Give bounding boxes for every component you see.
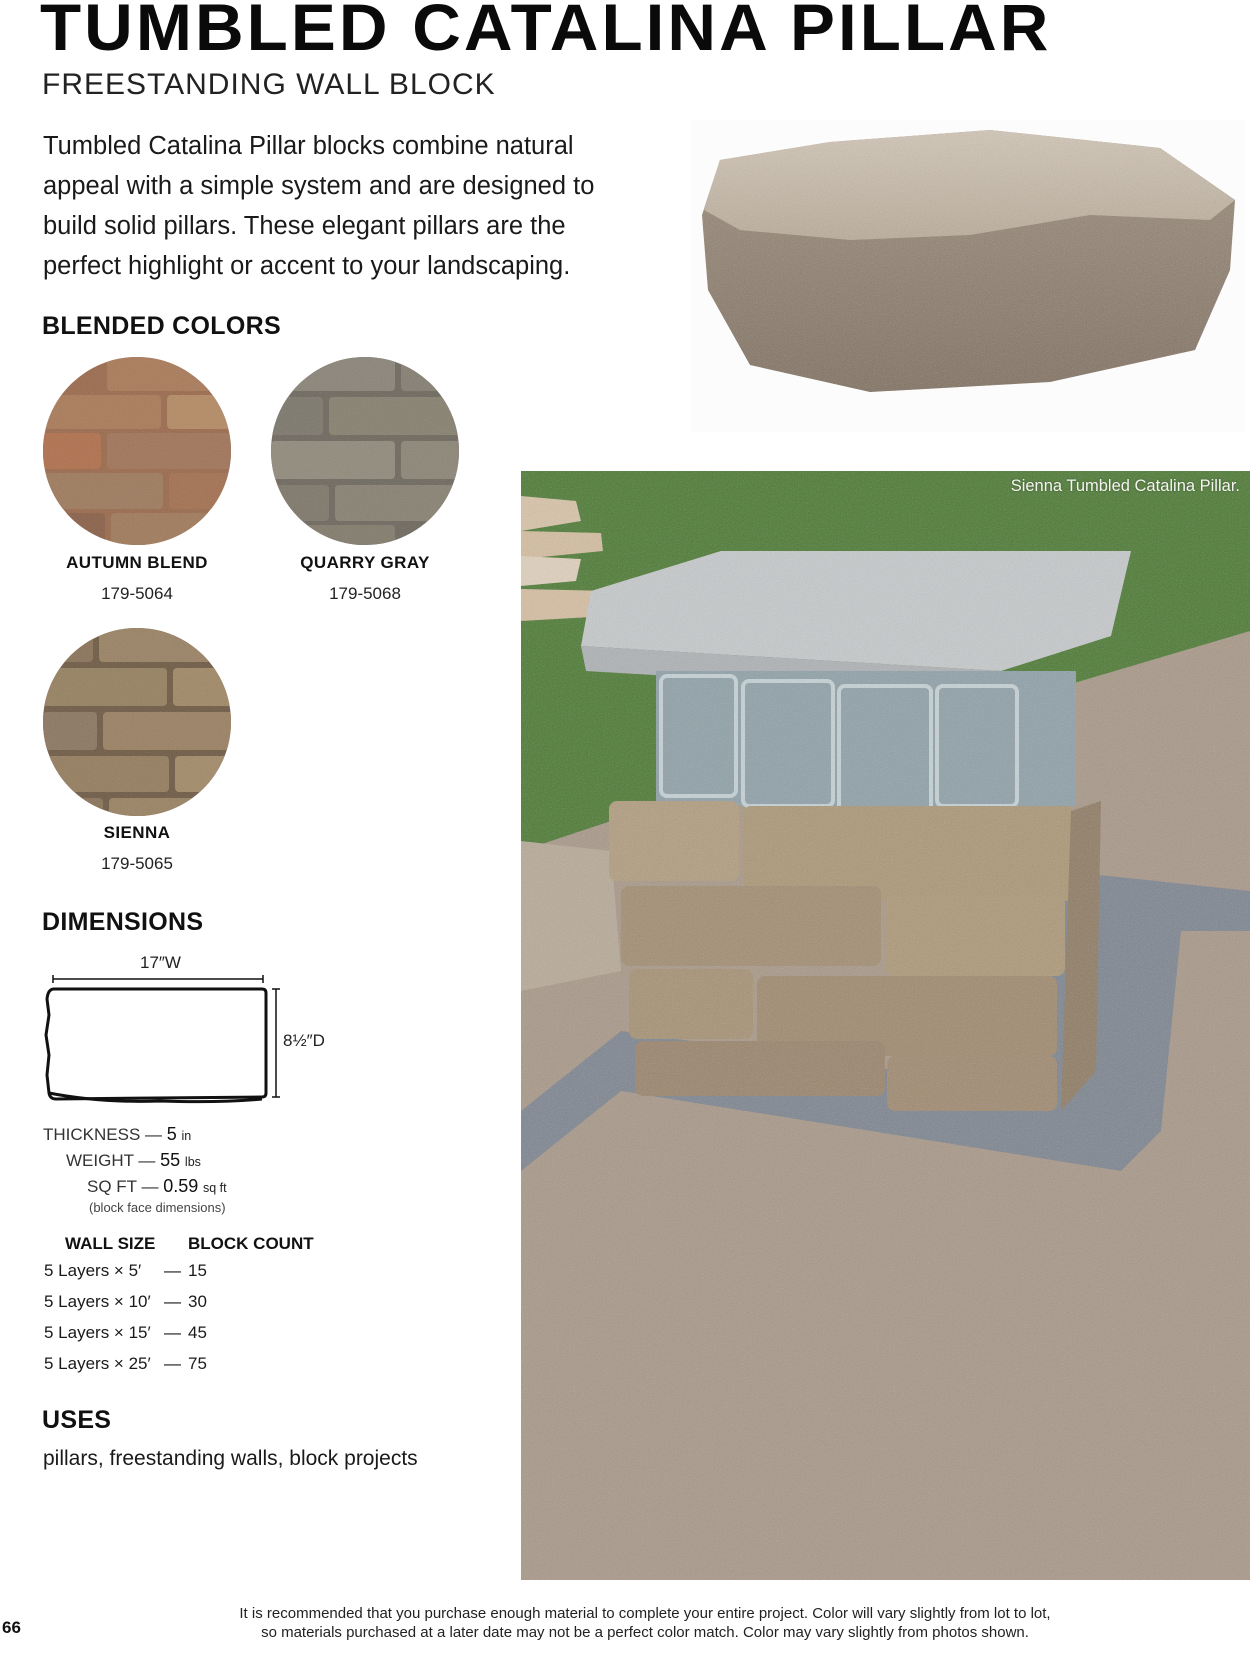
block-count-cell: 30: [188, 1292, 207, 1311]
page-title: TUMBLED CATALINA PILLAR: [40, 0, 1052, 64]
spec-dash: —: [141, 1177, 159, 1196]
swatch-code: 179-5068: [329, 584, 401, 603]
spec-unit: lbs: [184, 1155, 201, 1169]
block-count-cell: 15: [188, 1261, 207, 1280]
footer-line: so materials purchased at a later date may not be a perfect color match. Color may vary slightly from photos shown.: [261, 1624, 1029, 1641]
spec-unit: in: [181, 1129, 192, 1143]
spec-value: 5: [166, 1124, 177, 1144]
footer-disclaimer: [170, 1604, 1120, 1642]
spec-weight: [66, 1150, 201, 1171]
page-subtitle: FREESTANDING WALL BLOCK: [42, 68, 496, 101]
depth-label: 8½″D: [283, 1031, 325, 1050]
spec-label: SQ FT: [87, 1177, 137, 1196]
block-count-cell: 75: [188, 1354, 207, 1373]
row-dash: —: [164, 1261, 181, 1280]
spec-value: 0.59: [163, 1176, 199, 1196]
intro-paragraph: [43, 126, 623, 286]
block-dimension-diagram: [40, 975, 290, 1105]
spec-dash: —: [138, 1151, 156, 1170]
pillar-scene-image: [521, 471, 1250, 1580]
stone-block-image: [690, 120, 1246, 432]
page-number: 66: [2, 1618, 21, 1637]
uses-heading: USES: [42, 1406, 112, 1434]
spec-note: (block face dimensions): [89, 1200, 226, 1215]
row-dash: —: [164, 1292, 181, 1311]
footer-line: It is recommended that you purchase enough material to complete your entire project. Color will vary slightly from lot to lot,: [239, 1605, 1051, 1622]
brick-texture-icon: [271, 357, 459, 545]
swatch-code: 179-5065: [101, 854, 173, 873]
table-header-block-count: BLOCK COUNT: [188, 1234, 314, 1253]
spec-sqft: [87, 1176, 227, 1197]
spec-thickness: [43, 1124, 191, 1145]
intro-line: perfect highlight or accent to your landscaping.: [43, 252, 571, 280]
swatch-name: AUTUMN BLEND: [66, 553, 208, 572]
width-label: 17″W: [140, 953, 181, 972]
stone-block-icon: [690, 120, 1246, 432]
wall-size-cell: 5 Layers × 10′: [44, 1292, 151, 1311]
block-count-cell: 45: [188, 1323, 207, 1342]
intro-line: Tumbled Catalina Pillar blocks combine natural: [43, 132, 574, 160]
dimensions-heading: DIMENSIONS: [42, 908, 204, 936]
blended-colors-heading: BLENDED COLORS: [42, 312, 281, 340]
row-dash: —: [164, 1323, 181, 1342]
brick-texture-icon: [43, 357, 231, 545]
spec-value: 55: [160, 1150, 181, 1170]
wall-size-cell: 5 Layers × 25′: [44, 1354, 151, 1373]
intro-line: appeal with a simple system and are designed to: [43, 172, 595, 200]
spec-unit: sq ft: [203, 1181, 227, 1195]
brick-texture-icon: [43, 628, 231, 816]
uses-text: pillars, freestanding walls, block projects: [43, 1447, 418, 1470]
spec-dash: —: [145, 1125, 163, 1144]
photo-caption: Sienna Tumbled Catalina Pillar.: [1010, 477, 1240, 495]
spec-label: WEIGHT: [66, 1151, 134, 1170]
wall-size-cell: 5 Layers × 15′: [44, 1323, 151, 1342]
swatch-sienna: [43, 628, 231, 816]
row-dash: —: [164, 1354, 181, 1373]
table-header-wall-size: WALL SIZE: [65, 1234, 156, 1253]
intro-line: build solid pillars. These elegant pillars are the: [43, 212, 566, 240]
wall-size-cell: 5 Layers × 5′: [44, 1261, 142, 1280]
swatch-code: 179-5064: [101, 584, 173, 603]
swatch-quarry-gray: [271, 357, 459, 545]
swatch-name: QUARRY GRAY: [300, 553, 430, 572]
swatch-name: SIENNA: [103, 823, 171, 842]
spec-label: THICKNESS: [43, 1125, 141, 1144]
swatch-autumn-blend: [43, 357, 231, 545]
pillar-photo: [521, 471, 1250, 1580]
